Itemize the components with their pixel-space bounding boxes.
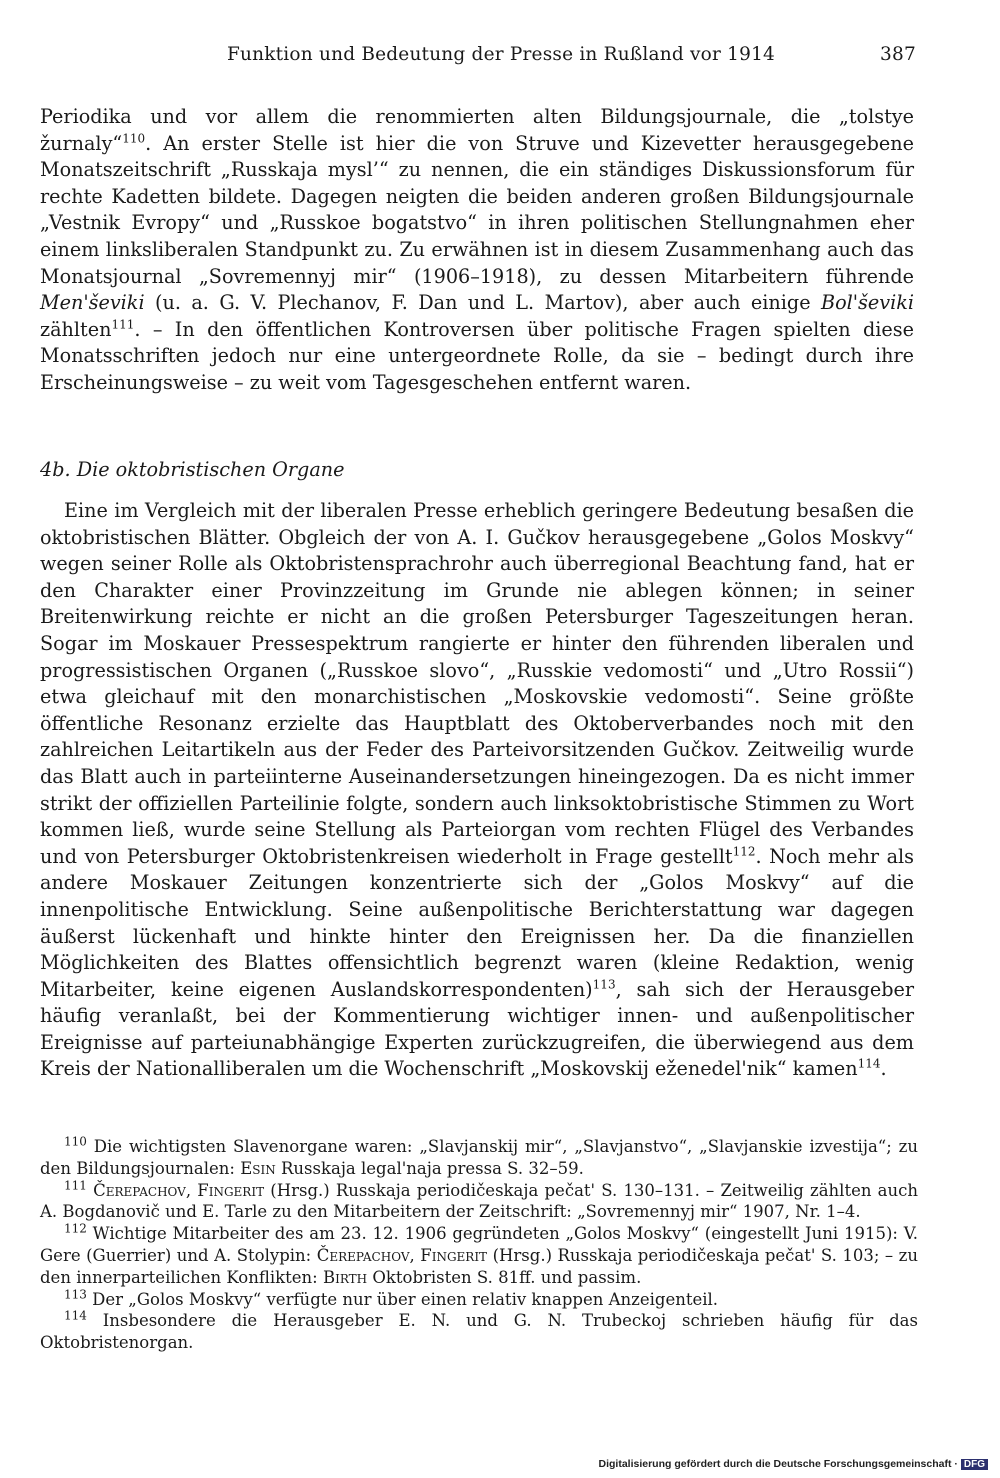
footnote-text: Der „Golos Moskvy“ verfügte nur über einen relativ knappen Anzeigenteil.: [86, 1289, 719, 1309]
running-title: Funktion und Bedeutung der Presse in Rußland vor 1914: [227, 44, 776, 65]
footnote-ref-113: 113: [592, 977, 616, 992]
p2-text: . Noch mehr als andere Moskauer Zeitungen konzentrierte sich der „Golos Moskvy“ auf die innenpolitische Entwicklung. Seine außenpolitische Berichterstattung war dagegen äußerst lückenhaft und hinkte hinter den Ereignissen her. Da die finanziellen Möglichkeiten des Blattes offensichtlich begrenzt waren (kleine Redaktion, wenig Mitarbeiter, keine eigenen Auslandskorrespondenten): [40, 844, 914, 1001]
footnote-text: (Hrsg.) Russkaja periodičeskaja pečat' S. 130–131. – Zeitweilig zählten auch A. Bogdanovič und E. Tarle zu den Mitarbeitern der Zeitschrift: „Sovremennyj mir“ 1907, Nr. 1–4.: [40, 1180, 918, 1222]
author-name: Fingerit: [420, 1245, 488, 1265]
p2-text: .: [880, 1057, 887, 1081]
footnote-ref-110: 110: [122, 131, 146, 146]
footnote-text: Insbesondere die Herausgeber E. N. und G. N. Trubeckoj schrieben häufig für das Oktobristenorgan.: [40, 1311, 918, 1353]
footnote-110: [40, 1136, 918, 1180]
author-name: Čerepachov: [86, 1180, 186, 1200]
p1-text: . – In den öffentlichen Kontroversen über politische Fragen spielten diese Monatsschriften jedoch nur eine untergeordnete Rolle, da sie – bedingt durch ihre Erscheinungsweise – zu weit vom Tagesgeschehen entfernt waren.: [40, 317, 914, 394]
footnote-number: 114: [64, 1308, 87, 1323]
dfg-logo: DFG: [961, 1459, 988, 1470]
footnote-number: 110: [64, 1134, 87, 1149]
author-name: Birth: [322, 1267, 368, 1287]
author-name: Čerepachov: [316, 1245, 410, 1265]
footnote-number: 111: [64, 1178, 87, 1193]
footnote-114: [40, 1310, 918, 1354]
p1-text: zählten: [40, 317, 112, 341]
footnote-text: Die wichtigsten Slavenorgane waren: „Slavjanskij mir“, „Slavjanstvo“, „Slavjanskie izvestija“; zu den Bildungsjournalen:: [40, 1137, 918, 1178]
footnote-number: 112: [64, 1221, 87, 1236]
footnote-text: Russkaja legal'naja pressa S. 32–59.: [275, 1158, 584, 1178]
p2-text: Eine im Vergleich mit der liberalen Presse erheblich geringere Bedeutung besaßen die oktobristischen Blätter. Obgleich der von A. I. Gučkov herausgegebene „Golos Moskvy“ wegen seiner Rolle als Oktobristensprachrohr auch überregional Beachtung fand, hat er den Charakter einer Provinzzeitung im Grunde nie ablegen können; in seiner Breitenwirkung reichte er nicht an die großen Petersburger Tageszeitungen heran. Sogar im Moskauer Pressespektrum rangierte er hinter den führenden liberalen und progressistischen Organen („Russkoe slovo“, „Russkie vedomosti“ und „Utro Rossii“) etwa gleichauf mit den monarchistischen „Moskovskie vedomosti“. Seine größte öffentliche Resonanz erzielte das Hauptblatt des Oktoberverbandes noch mit den zahlreichen Leitartikeln aus der Feder des Parteivorsitzenden Gučkov. Zeitweilig wurde das Blatt auch in parteiinterne Auseinandersetzungen hineingezogen. Da es nicht immer strikt der offiziellen Parteilinie folgte, sondern auch linksoktobristische Stimmen zu Wort kommen ließ, wurde seine Stellung als Parteiorgan vom rechten Flügel des Verbandes und von Petersburger Oktobristenkreisen wiederholt in Frage gestellt: [40, 499, 914, 868]
footnote-text: (Hrsg.) Russkaja periodičeskaja pečat' S. 103; – zu den innerparteilichen Konflikten:: [40, 1245, 918, 1287]
footnote-ref-111: 111: [111, 317, 135, 332]
footnote-text: Wichtige Mitarbeiter des am 23. 12. 1906 gegründeten „Golos Moskvy“ (eingestellt Juni 1915): V. Gere (Guerrier) und A. Stolypin:: [40, 1224, 918, 1265]
paragraph-octobrist-organs: [40, 498, 914, 1083]
paragraph-liberal-journals: [40, 104, 914, 397]
footnote-113: [40, 1289, 918, 1311]
p1-text: (u. a. G. V. Plechanov, F. Dan und L. Martov), aber auch einige: [144, 291, 821, 315]
footnote-112: [40, 1223, 918, 1288]
footnote-ref-112: 112: [732, 844, 756, 859]
footnotes: [40, 1136, 918, 1354]
credit-text: Digitalisierung gefördert durch die Deutsche Forschungsgemeinschaft ·: [598, 1458, 958, 1470]
separator: ,: [185, 1180, 198, 1200]
p1-text: Periodika und vor allem die renommierten alten Bildungsjournale, die „tolstye žurnaly“: [40, 105, 914, 155]
page-number: 387: [880, 44, 916, 65]
footnote-111: [40, 1180, 918, 1224]
footnote-text: Oktobristen S. 81ff. und passim.: [367, 1267, 642, 1287]
p1-text: . An erster Stelle ist hier die von Struve und Kizevetter herausgegebene Monatszeitschrift „Russkaja mysl’“ zu nennen, die ein ständiges Diskussionsforum für rechte Kadetten bildete. Dagegen neigten die beiden anderen großen Bildungsjournale „Vestnik Evropy“ und „Russkoe bogatstvo“ in ihren politischen Stellungnahmen eher einem linksliberalen Standpunkt zu. Zu erwähnen ist in diesem Zusammenhang auch das Monatsjournal „Sovremennyj mir“ (1906–1918), zu dessen Mitarbeitern führende: [40, 131, 914, 288]
author-name: Esin: [240, 1158, 276, 1178]
term-bolsheviki: Bol'ševiki: [820, 291, 914, 315]
footnote-ref-114: 114: [857, 1057, 881, 1072]
footnote-number: 113: [64, 1287, 87, 1302]
separator: ,: [409, 1245, 421, 1265]
term-mensheviki: Men'ševiki: [40, 291, 145, 315]
author-name: Fingerit: [197, 1180, 265, 1200]
p2-text: , sah sich der Herausgeber häufig veranlaßt, bei der Kommentierung wichtiger innen- und außenpolitischer Ereignisse auf parteiunabhängige Experten zurückzugreifen, die überwiegend aus dem Kreis der Nationalliberalen um die Wochenschrift „Moskovskij eženedel'nik“ kamen: [40, 977, 915, 1081]
section-heading: 4b. Die oktobristischen Organe: [40, 458, 345, 481]
digitization-credit: [599, 1458, 989, 1470]
